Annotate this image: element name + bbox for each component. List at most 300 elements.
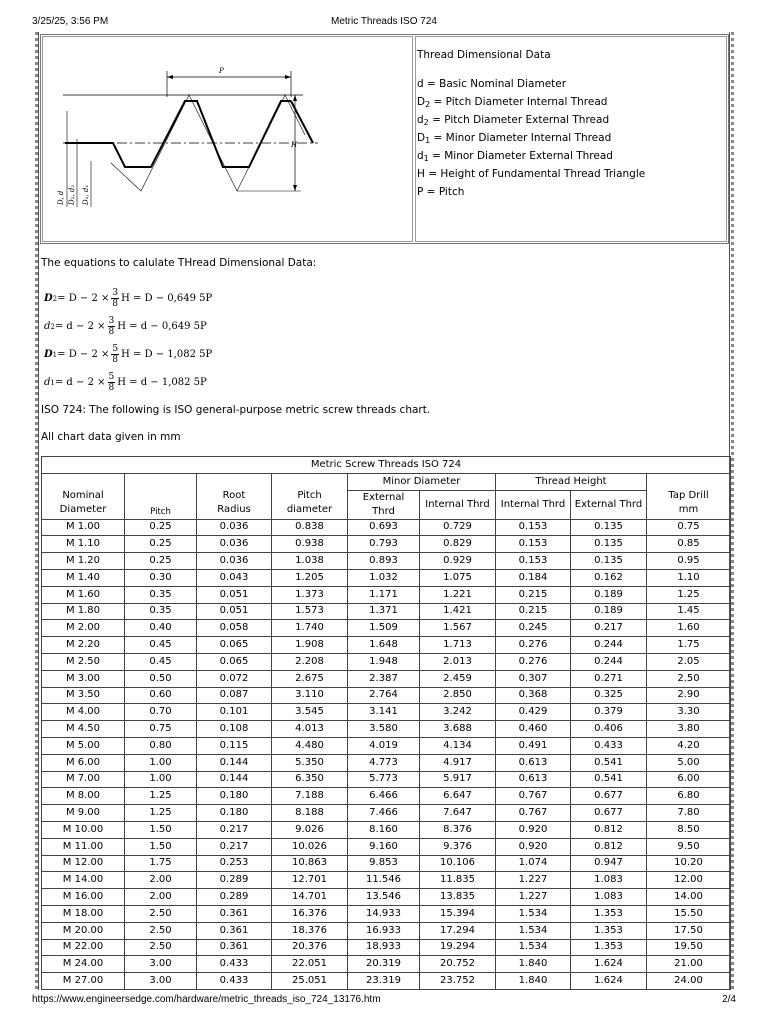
table-row xyxy=(42,704,731,721)
table-cell: 0.938 xyxy=(272,536,348,553)
table-cell: 3.80 xyxy=(647,721,731,738)
table-cell: 0.433 xyxy=(571,737,647,754)
print-header xyxy=(32,16,736,30)
table-cell: 1.25 xyxy=(647,586,731,603)
table-cell: 1.573 xyxy=(272,603,348,620)
table-cell: 0.101 xyxy=(197,704,272,721)
thread-profile-svg xyxy=(43,37,412,241)
table-cell: 4.917 xyxy=(420,754,496,771)
table-cell: 0.361 xyxy=(197,939,272,956)
table-cell: 0.812 xyxy=(571,821,647,838)
table-cell: 8.50 xyxy=(647,821,731,838)
legend-item: $D_2$ = Pitch Diameter Internal Thread xyxy=(417,96,608,109)
table-cell: 7.466 xyxy=(348,805,420,822)
table-cell: 2.50 xyxy=(125,939,197,956)
equation-d1-external: d 1 = d − 2 × $\frac{5}{8}$ H = d − 1,082 5P xyxy=(44,372,207,393)
table-cell: 1.648 xyxy=(348,637,420,654)
table-cell: 0.244 xyxy=(571,653,647,670)
table-cell: M 1.00 xyxy=(42,519,125,536)
table-cell: 1.908 xyxy=(272,637,348,654)
table-cell: 0.184 xyxy=(496,569,571,586)
table-cell: M 8.00 xyxy=(42,788,125,805)
thread-profile-diagram xyxy=(42,36,413,242)
table-cell: 0.153 xyxy=(496,553,571,570)
table-cell: 0.75 xyxy=(125,721,197,738)
table-cell: 1.00 xyxy=(125,771,197,788)
table-cell: 6.80 xyxy=(647,788,731,805)
table-cell: 0.85 xyxy=(647,536,731,553)
table-row xyxy=(42,939,731,956)
table-cell: 20.376 xyxy=(272,939,348,956)
table-cell: 0.144 xyxy=(197,754,272,771)
table-row xyxy=(42,687,731,704)
legend-title: Thread Dimensional Data xyxy=(417,49,551,61)
table-cell: 0.043 xyxy=(197,569,272,586)
table-cell: 25.051 xyxy=(272,973,348,990)
table-cell: 1.00 xyxy=(125,754,197,771)
table-cell: 13.835 xyxy=(420,889,496,906)
iso-intro: ISO 724: The following is ISO general-purpose metric screw threads chart. xyxy=(41,404,431,416)
legend-item: H = Height of Fundamental Thread Triangle xyxy=(417,168,646,180)
table-cell: 0.947 xyxy=(571,855,647,872)
thread-diagram-table xyxy=(40,34,729,244)
table-cell: 0.75 xyxy=(647,519,731,536)
table-cell: 17.50 xyxy=(647,922,731,939)
equation-d2-internal: D 2 = D − 2 × $\frac{3}{8}$ H = D − 0,649 5P xyxy=(44,288,213,309)
table-row xyxy=(42,721,731,738)
table-cell: M 5.00 xyxy=(42,737,125,754)
table-cell: 1.221 xyxy=(420,586,496,603)
table-cell: 22.051 xyxy=(272,956,348,973)
table-cell: 1.032 xyxy=(348,569,420,586)
table-cell: 0.065 xyxy=(197,653,272,670)
table-cell: 1.624 xyxy=(571,956,647,973)
table-cell: 0.379 xyxy=(571,704,647,721)
table-cell: 0.361 xyxy=(197,922,272,939)
table-cell: 0.180 xyxy=(197,805,272,822)
table-cell: 8.188 xyxy=(272,805,348,822)
table-cell: 14.701 xyxy=(272,889,348,906)
header-root-radius: Root Radius xyxy=(197,473,272,519)
table-cell: 3.580 xyxy=(348,721,420,738)
table-cell: 0.144 xyxy=(197,771,272,788)
table-row xyxy=(42,620,731,637)
table-cell: 0.929 xyxy=(420,553,496,570)
table-cell: 3.688 xyxy=(420,721,496,738)
table-cell: 12.701 xyxy=(272,872,348,889)
table-cell: 0.677 xyxy=(571,805,647,822)
table-cell: 23.752 xyxy=(420,973,496,990)
table-cell: 11.835 xyxy=(420,872,496,889)
units-note: All chart data given in mm xyxy=(41,431,181,443)
table-cell: 1.25 xyxy=(125,788,197,805)
table-cell: 18.376 xyxy=(272,922,348,939)
table-cell: 2.90 xyxy=(647,687,731,704)
table-cell: 0.108 xyxy=(197,721,272,738)
table-cell: 1.50 xyxy=(125,838,197,855)
table-row xyxy=(42,637,731,654)
table-cell: 15.394 xyxy=(420,905,496,922)
print-url: https://www.engineersedge.com/hardware/metric_threads_iso_724_13176.htm xyxy=(32,994,381,1005)
label-p: P xyxy=(219,67,224,75)
table-cell: 2.50 xyxy=(125,905,197,922)
table-cell: M 6.00 xyxy=(42,754,125,771)
table-cell: 0.35 xyxy=(125,586,197,603)
table-row xyxy=(42,569,731,586)
table-cell: 4.134 xyxy=(420,737,496,754)
table-cell: 10.106 xyxy=(420,855,496,872)
table-cell: M 27.00 xyxy=(42,973,125,990)
table-cell: 0.693 xyxy=(348,519,420,536)
table-cell: M 1.60 xyxy=(42,586,125,603)
table-row xyxy=(42,603,731,620)
table-cell: 0.135 xyxy=(571,519,647,536)
table-cell: 1.371 xyxy=(348,603,420,620)
table-cell: 4.013 xyxy=(272,721,348,738)
table-cell: 20.319 xyxy=(348,956,420,973)
table-cell: 2.850 xyxy=(420,687,496,704)
legend-cell xyxy=(415,36,727,242)
table-cell: 0.429 xyxy=(496,704,571,721)
table-cell: 0.838 xyxy=(272,519,348,536)
table-cell: 0.276 xyxy=(496,637,571,654)
table-cell: 6.466 xyxy=(348,788,420,805)
legend-item: $d_2$ = Pitch Diameter External Thread xyxy=(417,114,610,127)
table-cell: M 1.40 xyxy=(42,569,125,586)
table-cell: 1.75 xyxy=(125,855,197,872)
table-cell: 1.509 xyxy=(348,620,420,637)
table-row xyxy=(42,586,731,603)
table-cell: 3.242 xyxy=(420,704,496,721)
table-cell: 0.289 xyxy=(197,872,272,889)
table-cell: 0.40 xyxy=(125,620,197,637)
print-title: Metric Threads ISO 724 xyxy=(331,16,437,27)
table-cell: 3.141 xyxy=(348,704,420,721)
table-cell: 12.00 xyxy=(647,872,731,889)
header-thread-height: Thread Height xyxy=(496,473,647,490)
table-cell: 0.271 xyxy=(571,670,647,687)
table-cell: M 10.00 xyxy=(42,821,125,838)
label-h: H xyxy=(291,141,298,149)
table-cell: M 12.00 xyxy=(42,855,125,872)
equation-d2-external: d 2 = d − 2 × $\frac{3}{8}$ H = d − 0,649 5P xyxy=(44,316,207,337)
table-cell: 3.110 xyxy=(272,687,348,704)
table-cell: 9.026 xyxy=(272,821,348,838)
table-row xyxy=(42,653,731,670)
table-cell: 21.00 xyxy=(647,956,731,973)
table-row xyxy=(42,838,731,855)
table-cell: 0.25 xyxy=(125,519,197,536)
table-cell: M 2.00 xyxy=(42,620,125,637)
table-cell: 0.217 xyxy=(197,838,272,855)
table-cell: 0.189 xyxy=(571,586,647,603)
table-cell: 16.376 xyxy=(272,905,348,922)
header-pitch-diameter: Pitch diameter xyxy=(272,473,348,519)
table-cell: 1.353 xyxy=(571,939,647,956)
table-cell: 1.713 xyxy=(420,637,496,654)
table-cell: 0.215 xyxy=(496,586,571,603)
table-cell: M 4.50 xyxy=(42,721,125,738)
table-cell: M 7.00 xyxy=(42,771,125,788)
table-row xyxy=(42,922,731,939)
table-cell: 0.613 xyxy=(496,771,571,788)
table-cell: 24.00 xyxy=(647,973,731,990)
table-cell: 1.25 xyxy=(125,805,197,822)
table-cell: 0.406 xyxy=(571,721,647,738)
header-height-external: External Thrd xyxy=(571,490,647,519)
table-cell: 9.160 xyxy=(348,838,420,855)
table-cell: 10.20 xyxy=(647,855,731,872)
print-page-number: 2/4 xyxy=(722,994,736,1005)
table-cell: 11.546 xyxy=(348,872,420,889)
table-cell: 9.853 xyxy=(348,855,420,872)
table-cell: 0.613 xyxy=(496,754,571,771)
table-cell: M 9.00 xyxy=(42,805,125,822)
table-cell: 2.387 xyxy=(348,670,420,687)
table-cell: 3.545 xyxy=(272,704,348,721)
table-cell: 0.50 xyxy=(125,670,197,687)
table-row xyxy=(42,519,731,536)
table-cell: 0.829 xyxy=(420,536,496,553)
table-cell: 1.171 xyxy=(348,586,420,603)
table-row xyxy=(42,973,731,990)
table-cell: 3.00 xyxy=(125,973,197,990)
table-body xyxy=(42,519,731,989)
table-cell: 20.752 xyxy=(420,956,496,973)
table-cell: 0.276 xyxy=(496,653,571,670)
legend-item: $d_1$ = Minor Diameter External Thread xyxy=(417,150,613,163)
label-d1: D₁, d₁ xyxy=(82,184,90,205)
table-cell: M 14.00 xyxy=(42,872,125,889)
table-cell: 2.013 xyxy=(420,653,496,670)
table-cell: 8.160 xyxy=(348,821,420,838)
table-cell: 0.45 xyxy=(125,637,197,654)
legend-item: $D_1$ = Minor Diameter Internal Thread xyxy=(417,132,612,145)
table-row xyxy=(42,855,731,872)
equation-d1-internal: D 1 = D − 2 × $\frac{5}{8}$ H = D − 1,082 5P xyxy=(44,344,213,365)
table-cell: 0.45 xyxy=(125,653,197,670)
table-cell: 0.217 xyxy=(197,821,272,838)
table-cell: 8.376 xyxy=(420,821,496,838)
table-cell: 0.051 xyxy=(197,603,272,620)
table-cell: 0.135 xyxy=(571,536,647,553)
table-cell: 0.60 xyxy=(125,687,197,704)
table-row xyxy=(42,821,731,838)
table-cell: 0.036 xyxy=(197,519,272,536)
table-cell: M 2.50 xyxy=(42,653,125,670)
header-height-internal: Internal Thrd xyxy=(496,490,571,519)
table-cell: 0.289 xyxy=(197,889,272,906)
table-cell: 1.840 xyxy=(496,956,571,973)
table-cell: 0.361 xyxy=(197,905,272,922)
table-cell: 0.491 xyxy=(496,737,571,754)
table-cell: 0.244 xyxy=(571,637,647,654)
table-cell: 0.058 xyxy=(197,620,272,637)
table-cell: M 24.00 xyxy=(42,956,125,973)
table-cell: 0.35 xyxy=(125,603,197,620)
table-cell: 1.624 xyxy=(571,973,647,990)
table-cell: 5.00 xyxy=(647,754,731,771)
table-cell: 0.036 xyxy=(197,536,272,553)
legend-list xyxy=(417,75,726,201)
table-cell: 0.253 xyxy=(197,855,272,872)
table-cell: M 3.50 xyxy=(42,687,125,704)
table-cell: 0.153 xyxy=(496,519,571,536)
table-cell: 0.036 xyxy=(197,553,272,570)
table-row xyxy=(42,805,731,822)
table-cell: 0.812 xyxy=(571,838,647,855)
table-cell: 7.188 xyxy=(272,788,348,805)
table-cell: 9.50 xyxy=(647,838,731,855)
table-cell: 0.920 xyxy=(496,821,571,838)
table-cell: 0.25 xyxy=(125,536,197,553)
table-cell: 1.074 xyxy=(496,855,571,872)
table-cell: 0.30 xyxy=(125,569,197,586)
table-cell: 0.135 xyxy=(571,553,647,570)
table-cell: 14.00 xyxy=(647,889,731,906)
table-cell: 1.840 xyxy=(496,973,571,990)
table-row xyxy=(42,670,731,687)
table-cell: 1.534 xyxy=(496,905,571,922)
table-cell: 0.95 xyxy=(647,553,731,570)
table-cell: 1.534 xyxy=(496,922,571,939)
table-cell: 1.353 xyxy=(571,905,647,922)
table-cell: 2.50 xyxy=(647,670,731,687)
table-cell: 19.50 xyxy=(647,939,731,956)
table-cell: 1.205 xyxy=(272,569,348,586)
header-minor-diameter: Minor Diameter xyxy=(348,473,496,490)
table-cell: 5.350 xyxy=(272,754,348,771)
table-caption: Metric Screw Threads ISO 724 xyxy=(42,457,731,474)
table-cell: 0.729 xyxy=(420,519,496,536)
table-cell: 0.80 xyxy=(125,737,197,754)
table-cell: 2.764 xyxy=(348,687,420,704)
table-row xyxy=(42,771,731,788)
table-cell: 0.541 xyxy=(571,754,647,771)
header-minor-external: External Thrd xyxy=(348,490,420,519)
table-cell: 1.227 xyxy=(496,889,571,906)
table-cell: 9.376 xyxy=(420,838,496,855)
table-cell: 6.647 xyxy=(420,788,496,805)
table-cell: 0.893 xyxy=(348,553,420,570)
table-cell: 13.546 xyxy=(348,889,420,906)
table-cell: 5.773 xyxy=(348,771,420,788)
table-cell: 5.917 xyxy=(420,771,496,788)
table-cell: 1.373 xyxy=(272,586,348,603)
table-row xyxy=(42,872,731,889)
table-row xyxy=(42,905,731,922)
table-row xyxy=(42,889,731,906)
table-cell: M 20.00 xyxy=(42,922,125,939)
right-edge-stripe xyxy=(731,32,734,990)
table-cell: 4.773 xyxy=(348,754,420,771)
table-cell: 1.75 xyxy=(647,637,731,654)
table-cell: M 1.10 xyxy=(42,536,125,553)
equations-intro: The equations to calulate THread Dimensional Data: xyxy=(41,257,317,269)
table-cell: M 22.00 xyxy=(42,939,125,956)
table-cell: 0.307 xyxy=(496,670,571,687)
table-cell: 0.245 xyxy=(496,620,571,637)
table-cell: 0.541 xyxy=(571,771,647,788)
table-row xyxy=(42,553,731,570)
table-cell: 1.50 xyxy=(125,821,197,838)
table-cell: 10.863 xyxy=(272,855,348,872)
table-cell: 23.319 xyxy=(348,973,420,990)
table-cell: 0.70 xyxy=(125,704,197,721)
table-cell: 0.065 xyxy=(197,637,272,654)
table-cell: 0.215 xyxy=(496,603,571,620)
label-d: D, d xyxy=(57,190,65,205)
table-cell: 2.208 xyxy=(272,653,348,670)
table-cell: 1.948 xyxy=(348,653,420,670)
table-cell: 2.05 xyxy=(647,653,731,670)
table-cell: 1.227 xyxy=(496,872,571,889)
table-cell: 0.677 xyxy=(571,788,647,805)
header-nominal-diameter: Nominal Diameter xyxy=(42,473,125,519)
table-cell: M 16.00 xyxy=(42,889,125,906)
header-minor-internal: Internal Thrd xyxy=(420,490,496,519)
table-cell: 0.087 xyxy=(197,687,272,704)
table-cell: 10.026 xyxy=(272,838,348,855)
table-cell: 0.115 xyxy=(197,737,272,754)
print-date: 3/25/25, 3:56 PM xyxy=(32,16,109,27)
table-cell: 0.460 xyxy=(496,721,571,738)
table-cell: 0.217 xyxy=(571,620,647,637)
table-cell: M 18.00 xyxy=(42,905,125,922)
legend-item: d = Basic Nominal Diameter xyxy=(417,78,567,90)
table-cell: 4.019 xyxy=(348,737,420,754)
legend-item: P = Pitch xyxy=(417,186,465,198)
table-cell: 0.767 xyxy=(496,788,571,805)
table-cell: 0.25 xyxy=(125,553,197,570)
table-cell: 0.793 xyxy=(348,536,420,553)
table-cell: M 4.00 xyxy=(42,704,125,721)
table-cell: M 11.00 xyxy=(42,838,125,855)
table-cell: 1.421 xyxy=(420,603,496,620)
table-cell: 17.294 xyxy=(420,922,496,939)
table-row xyxy=(42,737,731,754)
table-row xyxy=(42,788,731,805)
table-cell: M 2.20 xyxy=(42,637,125,654)
table-cell: 7.647 xyxy=(420,805,496,822)
table-cell: 1.075 xyxy=(420,569,496,586)
table-cell: 0.433 xyxy=(197,973,272,990)
table-cell: 18.933 xyxy=(348,939,420,956)
table-cell: 1.353 xyxy=(571,922,647,939)
table-cell: 3.00 xyxy=(125,956,197,973)
table-cell: 0.767 xyxy=(496,805,571,822)
table-cell: 2.00 xyxy=(125,889,197,906)
label-d2: D₂, d₂ xyxy=(68,184,76,205)
table-cell: 1.534 xyxy=(496,939,571,956)
table-cell: 2.50 xyxy=(125,922,197,939)
table-cell: 14.933 xyxy=(348,905,420,922)
table-row xyxy=(42,536,731,553)
metric-threads-table xyxy=(41,456,731,990)
table-cell: 0.153 xyxy=(496,536,571,553)
table-cell: 0.162 xyxy=(571,569,647,586)
table-cell: 15.50 xyxy=(647,905,731,922)
table-cell: 7.80 xyxy=(647,805,731,822)
table-cell: 1.083 xyxy=(571,889,647,906)
table-cell: 0.051 xyxy=(197,586,272,603)
table-cell: 16.933 xyxy=(348,922,420,939)
table-cell: 19.294 xyxy=(420,939,496,956)
table-cell: 1.083 xyxy=(571,872,647,889)
table-cell: 6.350 xyxy=(272,771,348,788)
table-cell: 4.20 xyxy=(647,737,731,754)
header-pitch: Pitch xyxy=(125,473,197,519)
